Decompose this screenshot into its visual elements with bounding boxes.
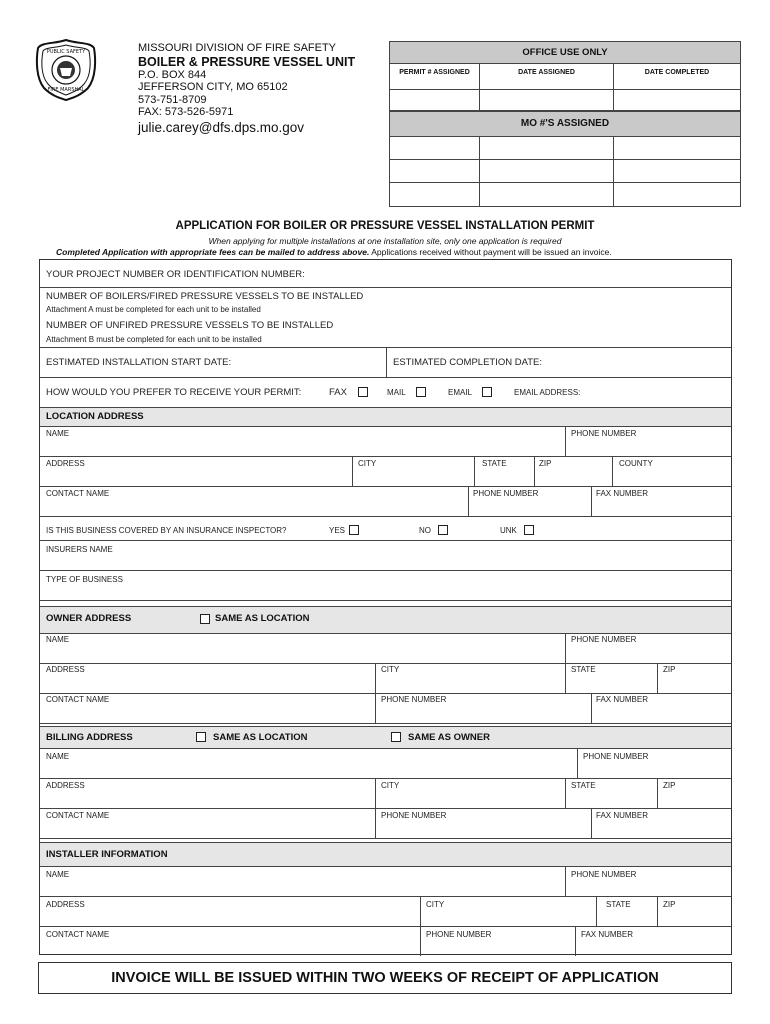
- project-number-label: YOUR PROJECT NUMBER OR IDENTIFICATION NUMBER:: [46, 269, 305, 280]
- location-phone-label: PHONE NUMBER: [571, 429, 637, 438]
- receive-permit-label: HOW WOULD YOU PREFER TO RECEIVE YOUR PERMIT:: [46, 387, 302, 398]
- location-header: LOCATION ADDRESS: [46, 411, 144, 422]
- svg-text:FIRE MARSHAL: FIRE MARSHAL: [47, 87, 85, 93]
- insurance-yes-label: YES: [329, 526, 346, 535]
- location-fax-label: FAX NUMBER: [596, 489, 649, 498]
- mail-checkbox[interactable]: [416, 387, 426, 397]
- invoice-banner: INVOICE WILL BE ISSUED WITHIN TWO WEEKS OF RECEIPT OF APPLICATION: [38, 962, 732, 994]
- form-subtitle: When applying for multiple installations at one installation site, only one application is required: [208, 236, 562, 246]
- owner-city-label: CITY: [381, 665, 400, 674]
- owner-name-label: NAME: [46, 635, 70, 644]
- billing-address-label: ADDRESS: [46, 781, 85, 790]
- agency-phone: 573-751-8709: [138, 93, 207, 106]
- billing-phone-label: PHONE NUMBER: [583, 752, 649, 761]
- billing-state-label: STATE: [571, 781, 596, 790]
- location-zip-label: ZIP: [539, 459, 552, 468]
- unfired-label: NUMBER OF UNFIRED PRESSURE VESSELS TO BE INSTALLED: [46, 320, 334, 331]
- mo-assigned-header: MO #'S ASSIGNED: [390, 111, 740, 137]
- start-date-label: ESTIMATED INSTALLATION START DATE:: [46, 357, 232, 368]
- completion-date-label: ESTIMATED COMPLETION DATE:: [393, 357, 543, 368]
- billing-same-owner-checkbox[interactable]: [391, 732, 401, 742]
- boilers-fired-label: NUMBER OF BOILERS/FIRED PRESSURE VESSELS TO BE INSTALLED: [46, 291, 364, 302]
- office-use-table: [389, 41, 741, 207]
- insurance-unk-label: UNK: [500, 526, 517, 535]
- mo-row: [390, 137, 740, 160]
- billing-same-owner-label: SAME AS OWNER: [408, 732, 490, 743]
- location-contact-phone-label: PHONE NUMBER: [473, 489, 539, 498]
- location-state-label: STATE: [482, 459, 507, 468]
- installer-fax-label: FAX NUMBER: [581, 930, 634, 939]
- owner-contact-phone-label: PHONE NUMBER: [381, 695, 447, 704]
- insurance-no-checkbox[interactable]: [438, 525, 448, 535]
- billing-header: BILLING ADDRESS: [46, 732, 133, 743]
- mail-option-label: MAIL: [387, 388, 406, 397]
- owner-address-label: ADDRESS: [46, 665, 85, 674]
- owner-phone-label: PHONE NUMBER: [571, 635, 637, 644]
- attachment-a-note: Attachment A must be completed for each unit to be installed: [46, 305, 261, 314]
- insurance-question: IS THIS BUSINESS COVERED BY AN INSURANCE INSPECTOR?: [46, 526, 287, 535]
- billing-zip-label: ZIP: [663, 781, 676, 790]
- billing-contact-phone-label: PHONE NUMBER: [381, 811, 447, 820]
- svg-text:PUBLIC SAFETY: PUBLIC SAFETY: [46, 49, 86, 55]
- agency-unit: BOILER & PRESSURE VESSEL UNIT: [138, 54, 356, 69]
- agency-email: julie.carey@dfs.dps.mo.gov: [138, 119, 305, 135]
- agency-city: JEFFERSON CITY, MO 65102: [138, 81, 288, 93]
- location-address-label: ADDRESS: [46, 459, 85, 468]
- owner-state-label: STATE: [571, 665, 596, 674]
- notice-rest: Applications received without payment will be issued an invoice.: [369, 247, 612, 257]
- agency-division: MISSOURI DIVISION OF FIRE SAFETY: [138, 42, 337, 54]
- installer-state-label: STATE: [606, 900, 631, 909]
- location-city-label: CITY: [358, 459, 377, 468]
- email-address-label: EMAIL ADDRESS:: [514, 388, 581, 397]
- fax-checkbox[interactable]: [358, 387, 368, 397]
- installer-phone-label: PHONE NUMBER: [571, 870, 637, 879]
- location-name-label: NAME: [46, 429, 70, 438]
- office-use-header: OFFICE USE ONLY: [390, 42, 740, 64]
- billing-same-location-label: SAME AS LOCATION: [213, 732, 308, 743]
- email-option-label: EMAIL: [448, 388, 473, 397]
- insurance-yes-checkbox[interactable]: [349, 525, 359, 535]
- insurers-name-label: INSURERS NAME: [46, 545, 113, 554]
- insurance-no-label: NO: [419, 526, 431, 535]
- location-county-label: COUNTY: [619, 459, 653, 468]
- date-assigned-header: DATE ASSIGNED: [480, 64, 614, 89]
- installer-header: INSTALLER INFORMATION: [46, 849, 168, 860]
- location-contact-label: CONTACT NAME: [46, 489, 110, 498]
- type-business-label: TYPE OF BUSINESS: [46, 575, 123, 584]
- installer-contact-phone-label: PHONE NUMBER: [426, 930, 492, 939]
- billing-contact-label: CONTACT NAME: [46, 811, 110, 820]
- mo-row: [390, 160, 740, 183]
- date-completed-header: DATE COMPLETED: [644, 69, 710, 76]
- insurance-unk-checkbox[interactable]: [524, 525, 534, 535]
- billing-fax-label: FAX NUMBER: [596, 811, 649, 820]
- owner-contact-label: CONTACT NAME: [46, 695, 110, 704]
- billing-same-location-checkbox[interactable]: [196, 732, 206, 742]
- notice-bold: Completed Application with appropriate fees can be mailed to address above.: [56, 247, 370, 257]
- installer-city-label: CITY: [426, 900, 445, 909]
- mailing-notice: [56, 247, 612, 257]
- seal-icon: [34, 38, 98, 102]
- installer-zip-label: ZIP: [663, 900, 676, 909]
- attachment-b-note: Attachment B must be completed for each unit to be installed: [46, 335, 262, 344]
- form-title: APPLICATION FOR BOILER OR PRESSURE VESSEL INSTALLATION PERMIT: [175, 220, 595, 232]
- owner-fax-label: FAX NUMBER: [596, 695, 649, 704]
- agency-fax: FAX: 573-526-5971: [138, 106, 234, 118]
- email-checkbox[interactable]: [482, 387, 492, 397]
- installer-name-label: NAME: [46, 870, 70, 879]
- owner-same-location-label: SAME AS LOCATION: [215, 613, 310, 624]
- permit-assigned-header: PERMIT # ASSIGNED: [390, 64, 480, 89]
- billing-name-label: NAME: [46, 752, 70, 761]
- office-row: [390, 90, 740, 111]
- owner-zip-label: ZIP: [663, 665, 676, 674]
- agency-pobox: P.O. BOX 844: [138, 68, 207, 81]
- owner-header: OWNER ADDRESS: [46, 613, 132, 624]
- owner-same-location-checkbox[interactable]: [200, 614, 210, 624]
- application-form: [39, 259, 732, 955]
- installer-contact-label: CONTACT NAME: [46, 930, 110, 939]
- installer-address-label: ADDRESS: [46, 900, 85, 909]
- billing-city-label: CITY: [381, 781, 400, 790]
- agency-address-block: [138, 42, 355, 136]
- fax-option-label: FAX: [329, 387, 347, 398]
- mo-row: [390, 183, 740, 206]
